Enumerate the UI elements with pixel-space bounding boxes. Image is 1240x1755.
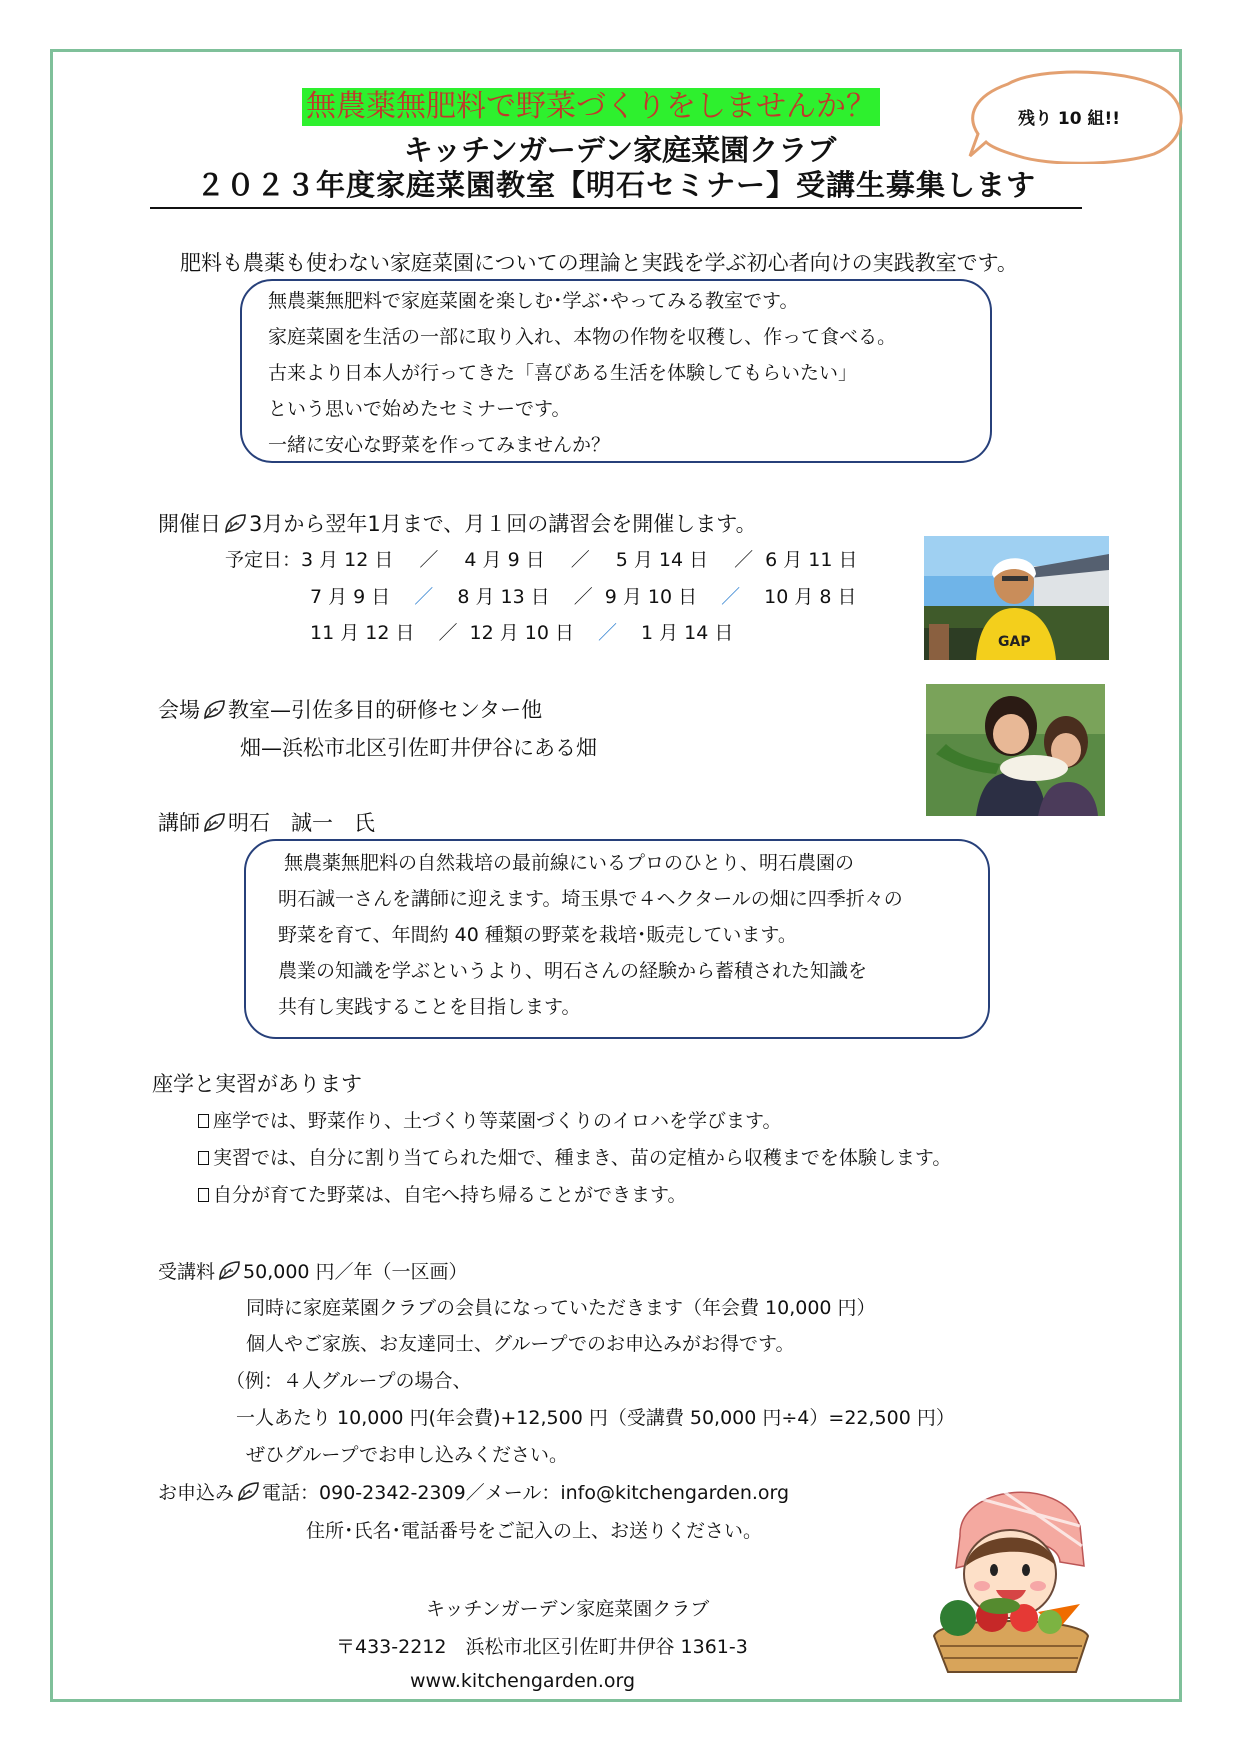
concept-line: 家庭菜園を生活の一部に取り入れ、本物の作物を収穫し、作って食べる。 <box>268 326 897 348</box>
date-item: 10 月 8 日 <box>764 586 857 608</box>
concept-line: 古来より日本人が行ってきた「喜びある生活を体験してもらいたい」 <box>268 362 858 384</box>
schedule-dates-row3: 11 月 12 日 ／ 12 月 10 日 ／ 1 月 14 日 <box>310 622 734 644</box>
classes-heading: 座学と実習があります <box>152 1072 362 1096</box>
fee-row <box>158 1257 468 1284</box>
farmer-mascot-illustration <box>930 1466 1092 1678</box>
leaf-icon <box>202 811 226 833</box>
fee-line: 同時に家庭菜園クラブの会員になっていただきます（年会費 10,000 円） <box>246 1297 876 1319</box>
checkbox-icon <box>198 1188 209 1202</box>
apply-contact: 電話：090-2342-2309／メール：info@kitchengarden.org <box>262 1482 790 1504</box>
leaf-icon <box>202 698 226 720</box>
fee-label: 受講料 <box>158 1261 216 1283</box>
classes-item <box>198 1143 951 1170</box>
concept-line: 一緒に安心な野菜を作ってみませんか？ <box>268 434 611 456</box>
instructor-line: 明石誠一さんを講師に迎えます。埼玉県で４ヘクタールの畑に四季折々の <box>278 888 903 910</box>
date-item: 8 月 13 日 <box>457 586 550 608</box>
leaf-icon <box>223 512 247 534</box>
concept-line: という思いで始めたセミナーです。 <box>268 398 571 420</box>
date-item: 5 月 14 日 <box>615 549 709 571</box>
footer-url: www.kitchengarden.org <box>410 1670 636 1692</box>
concept-line: 無農薬無肥料で家庭菜園を楽しむ･学ぶ･やってみる教室です。 <box>268 290 799 312</box>
venue-field: 畑—浜松市北区引佐町井伊谷にある畑 <box>240 736 597 760</box>
schedule-label: 開催日 <box>158 512 221 536</box>
classes-item <box>198 1106 781 1133</box>
instructor-name: 明石 誠一 氏 <box>228 811 375 835</box>
date-item: 7 月 9 日 <box>310 586 391 608</box>
date-item: 4 月 9 日 <box>464 549 545 571</box>
classes-item-text: 実習では、自分に割り当てられた畑で、種まき、苗の定植から収穫までを体験します。 <box>213 1147 952 1169</box>
apply-label: お申込み <box>158 1482 235 1504</box>
schedule-prefix: 予定日： <box>225 549 302 571</box>
schedule-row <box>158 508 757 538</box>
svg-text:GAP: GAP <box>998 634 1031 650</box>
fee-line: 個人やご家族、お友達同士、グループでのお申込みがお得です。 <box>246 1333 795 1355</box>
instructor-photo <box>924 536 1109 660</box>
footer-address: 〒433-2212 浜松市北区引佐町井伊谷 1361-3 <box>336 1636 748 1658</box>
leaf-icon <box>236 1480 260 1502</box>
checkbox-icon <box>198 1151 209 1165</box>
intro-text: 肥料も農薬も使わない家庭菜園についての理論と実践を学ぶ初心者向けの実践教室です。 <box>180 251 1018 275</box>
date-item: 9 月 10 日 <box>604 586 698 608</box>
remaining-badge: 残り 10 組!! <box>1018 109 1120 129</box>
venue-classroom: 教室—引佐多目的研修センター他 <box>228 698 543 722</box>
fee-line: ぜひグループでお申し込みください。 <box>246 1444 569 1466</box>
fee-line: 一人あたり 10,000 円(年会費)+12,500 円（受講費 50,000 円÷4）=22,500 円） <box>236 1407 955 1429</box>
schedule-dates-row2: 7 月 9 日 ／ 8 月 13 日 ／ 9 月 10 日 ／ 10 月 8 日 <box>310 586 857 608</box>
leaf-icon <box>217 1259 241 1281</box>
apply-row <box>158 1478 789 1505</box>
date-item: 11 月 12 日 <box>310 622 415 644</box>
instructor-line: 無農薬無肥料の自然栽培の最前線にいるプロのひとり、明石農園の <box>284 852 855 874</box>
venue-row <box>158 694 542 724</box>
children-photo <box>926 684 1105 816</box>
headline: 無農薬無肥料で野菜づくりをしませんか？ <box>302 88 880 126</box>
checkbox-icon <box>198 1114 209 1128</box>
fee-line: （例：４人グループの場合、 <box>226 1370 472 1392</box>
date-item: 3 月 12 日 <box>301 549 394 571</box>
seminar-title: ２０２３年度家庭菜園教室【明石セミナー】受講生募集します <box>150 163 1082 209</box>
date-item: 1 月 14 日 <box>641 622 734 644</box>
instructor-line: 共有し実践することを目指します。 <box>278 996 581 1018</box>
venue-label: 会場 <box>158 698 200 722</box>
schedule-dates-row1: 予定日：3 月 12 日 ／ 4 月 9 日 ／ 5 月 14 日 ／ 6 月 11 日 <box>225 549 858 571</box>
instructor-row <box>158 807 375 837</box>
classes-item <box>198 1180 686 1207</box>
date-item: 6 月 11 日 <box>765 549 858 571</box>
classes-item-text: 座学では、野菜作り、土づくり等菜園づくりのイロハを学びます。 <box>213 1110 782 1132</box>
schedule-text: 3月から翌年1月まで、月１回の講習会を開催します。 <box>249 512 757 536</box>
date-item: 12 月 10 日 <box>469 622 574 644</box>
instructor-line: 農業の知識を学ぶというより、明石さんの経験から蓄積された知識を <box>278 960 868 982</box>
club-title: キッチンガーデン家庭菜園クラブ <box>403 133 837 167</box>
instructor-line: 野菜を育て、年間約 40 種類の野菜を栽培･販売しています。 <box>278 924 797 946</box>
apply-note: 住所･氏名･電話番号をご記入の上、お送りください。 <box>306 1520 763 1542</box>
footer-org: キッチンガーデン家庭菜園クラブ <box>426 1598 710 1620</box>
fee-amount: 50,000 円／年（一区画） <box>243 1261 468 1283</box>
classes-item-text: 自分が育てた野菜は、自宅へ持ち帰ることができます。 <box>213 1184 687 1206</box>
instructor-label: 講師 <box>158 811 200 835</box>
